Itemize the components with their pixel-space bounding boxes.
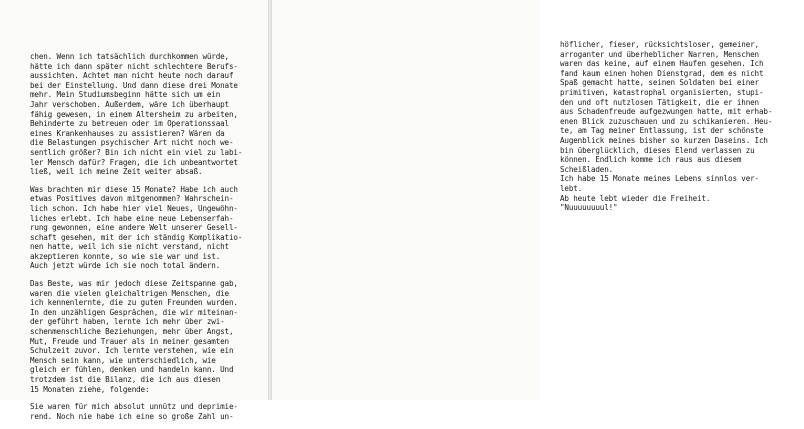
left-text-line: liches erlebt. Ich habe eine neue Lebenserfah-: [30, 213, 234, 223]
left-text-line: gleich er fühlen, denken und handeln kann. Und: [30, 365, 234, 375]
left-text-line: Schulzeit zuvor. Ich lernte verstehen, wie ein: [30, 346, 234, 356]
right-text-line: können. Endlich komme ich raus aus diesem: [560, 155, 742, 165]
right-page: [272, 0, 773, 400]
left-text-line: sentlich größer? Bin ich nicht ein viel zu labi-: [30, 147, 243, 157]
right-text-line: enen Blick zuzuschauen und zu schikanieren. Heu-: [560, 116, 773, 126]
left-text-line: hätte ich dann später nicht schlechtere Berufs-: [30, 61, 238, 71]
right-page-text: [560, 40, 804, 221]
left-text-line: schenmenschliche Beziehungen, mehr über Angst,: [30, 327, 234, 337]
right-text-line: fand kaum einen hohen Dienstgrad, dem es nicht: [560, 68, 764, 78]
left-text-line: waren die vielen gleichaltrigen Menschen, die: [30, 288, 229, 298]
left-text-line: die Belastungen psychischer Art nicht noch we-: [30, 138, 234, 148]
right-text-line: den und oft nutzlosen Tätigkeit, die er ihnen: [560, 97, 759, 107]
right-text-line: primitiven, katastrophal organisierten, stupi-: [560, 87, 764, 97]
right-text-line: lebt.: [560, 183, 583, 193]
left-text-line: Behinderte zu betreuen oder im Operationssaal: [30, 119, 229, 129]
left-paragraph: [30, 279, 262, 394]
right-text-line: Spaß gemacht hatte, seinen Soldaten bei einer: [560, 78, 759, 88]
left-text-line: ließ, weil ich meine Zeit weiter absaß.: [30, 167, 203, 177]
left-text-line: rung gewonnen, eine andere Welt unserer Gesell-: [30, 223, 238, 233]
left-text-line: In den unzähligen Gesprächen, die wir miteinan-: [30, 307, 238, 317]
right-text-line: höflicher, fieser, rücksichtsloser, gemeiner,: [560, 40, 759, 49]
right-text-line: Ich habe 15 Monate meines Lebens sinnlos ver-: [560, 174, 759, 184]
left-text-line: Was brachten mir diese 15 Monate? Habe ich auch: [30, 184, 238, 194]
right-paragraph: [560, 40, 804, 213]
right-text-line: bin überglücklich, dieses Elend verlassen zu: [560, 145, 755, 155]
left-paragraph: [30, 402, 262, 421]
right-text-line: "Nuuuuuuuul!": [560, 203, 618, 213]
left-text-line: Auch jetzt würde ich sie noch total ändern.: [30, 261, 221, 271]
left-paragraph: [30, 185, 262, 271]
left-text-line: rend. Noch nie habe ich eine so große Zahl un-: [30, 411, 234, 421]
left-text-line: Sie waren für mich absolut unnütz und deprimie-: [30, 402, 238, 412]
left-text-line: eines Krankenhauses zu assistieren? Wären da: [30, 128, 225, 138]
left-text-line: Jahr verschoben. Außerdem, wäre ich überhaupt: [30, 99, 229, 109]
left-paragraph: [30, 52, 262, 177]
left-text-line: 15 Monaten ziehe, folgende:: [30, 384, 150, 394]
left-text-line: Mensch sein kann, wie unterschiedlich, wie: [30, 355, 216, 365]
left-text-line: Das Beste, was mir jedoch diese Zeitspanne gab,: [30, 279, 238, 289]
left-text-line: trotzdem ist die Bilanz, die ich aus diesen: [30, 375, 221, 384]
right-text-line: Scheißladen.: [560, 164, 614, 174]
left-text-line: schaft gesehen, mit der ich ständig Komplikatio-: [30, 232, 243, 242]
left-text-line: lich schon. Ich habe hier viel Neues, Ungewöhn-: [30, 203, 238, 213]
right-text-line: aus Schadenfreude aufgezwungen hatte, mit erhab-: [560, 107, 773, 117]
left-text-line: fähig gewesen, in einem Altersheim zu arbeiten,: [30, 109, 238, 119]
right-text-line: te, am Tag meiner Entlassung, ist der schönste: [560, 126, 764, 136]
left-text-line: etwas Positives davon mitgenommen? Wahrschein-: [30, 194, 234, 204]
left-text-line: ler Mensch dafür? Fragen, die ich unbeantwortet: [30, 157, 238, 167]
left-text-line: chen. Wenn ich tatsächlich durchkommen würde,: [30, 52, 229, 61]
right-text-line: Ab heute lebt wieder die Freiheit.: [560, 193, 711, 203]
left-text-line: mehr. Mein Studiumsbeginn hätte sich um ein: [30, 90, 221, 100]
left-text-line: nen hatte, weil ich sie nicht verstand, nicht: [30, 242, 229, 252]
right-text-line: arroganter und überheblicher Narren, Menschen: [560, 49, 759, 59]
left-page: [0, 0, 268, 421]
right-text-line: Augenblick meines bisher so kurzen Daseins. Ich: [560, 135, 768, 145]
left-text-line: Mut, Freude und Trauer als in meiner gesamten: [30, 336, 229, 346]
right-text-line: waren das keine, auf einem Haufen gesehen. Ich: [560, 59, 764, 69]
left-text-line: aussichten. Achtet man nicht heute noch darauf: [30, 71, 234, 81]
left-text-line: ich kennenlernte, die zu guten Freunden wurden.: [30, 298, 238, 308]
left-text-line: akzeptieren konnte, so wie sie war und ist.: [30, 251, 221, 261]
left-text-line: bei der Einstellung. Und dann diese drei Monate: [30, 80, 238, 90]
left-page-text: [30, 52, 262, 429]
left-text-line: der geführt haben, lernte ich mehr über zwi-: [30, 317, 225, 327]
